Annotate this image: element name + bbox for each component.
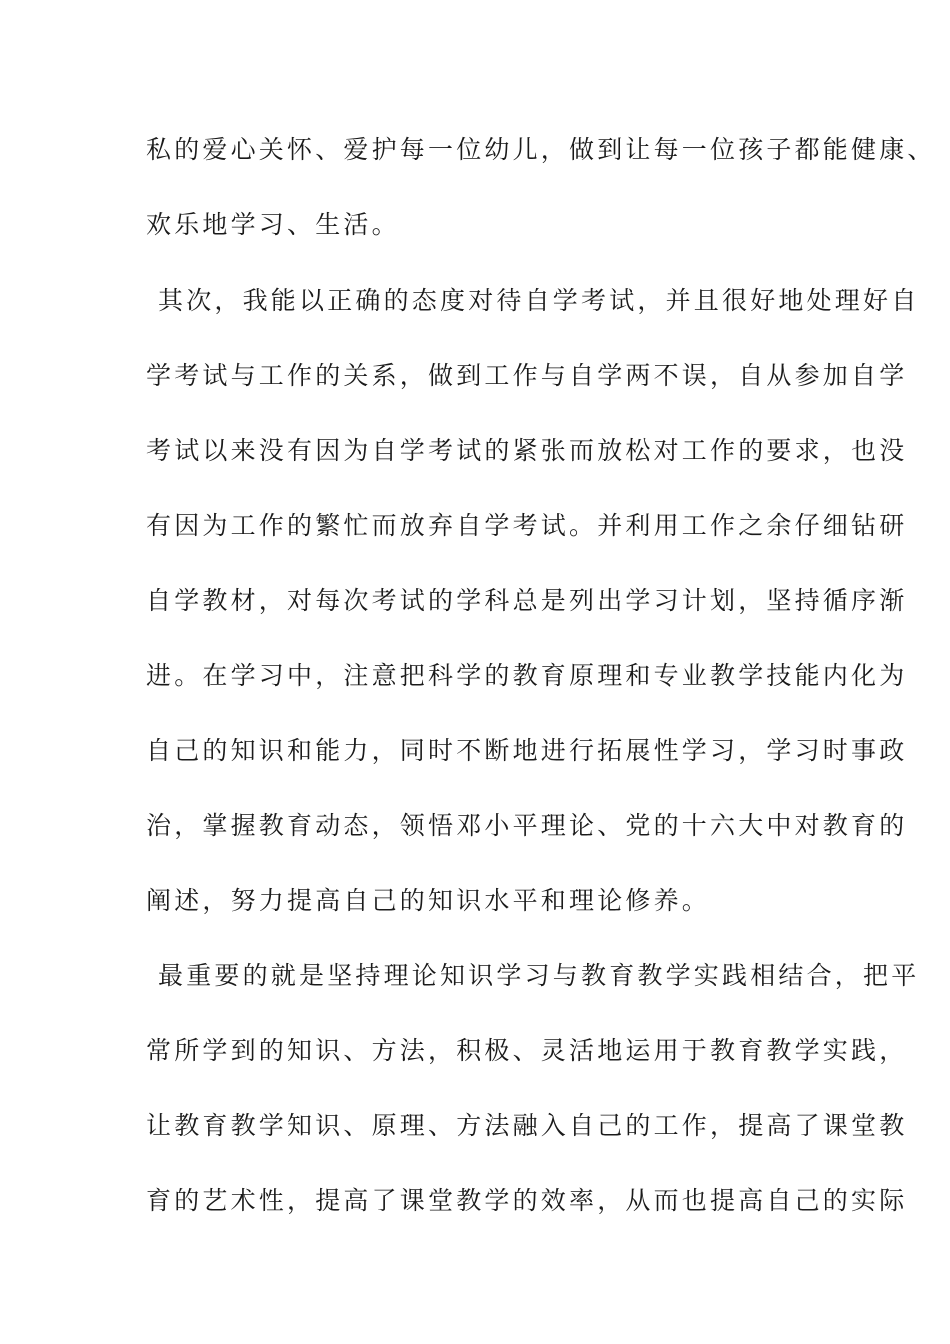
text-line: 进。在学习中，注意把科学的教育原理和专业教学技能内化为 xyxy=(146,661,908,690)
text-line: 育的艺术性，提高了课堂教学的效率，从而也提高自己的实际 xyxy=(146,1186,908,1215)
text-line: 常所学到的知识、方法，积极、灵活地运用于教育教学实践， xyxy=(146,1036,908,1065)
text-line: 考试以来没有因为自学考试的紧张而放松对工作的要求，也没 xyxy=(146,436,908,465)
text-line: 让教育教学知识、原理、方法融入自己的工作，提高了课堂教 xyxy=(146,1111,908,1140)
text-line: 私的爱心关怀、爱护每一位幼儿，做到让每一位孩子都能健康、 xyxy=(146,135,936,164)
text-line: 欢乐地学习、生活。 xyxy=(146,210,400,239)
text-line: 自己的知识和能力，同时不断地进行拓展性学习，学习时事政 xyxy=(146,736,908,765)
text-line: 治，掌握教育动态，领悟邓小平理论、党的十六大中对教育的 xyxy=(146,811,908,840)
paragraph-start-line: 最重要的就是坚持理论知识学习与教育教学实践相结合，把平 xyxy=(158,961,920,990)
paragraph-start-line: 其次，我能以正确的态度对待自学考试，并且很好地处理好自 xyxy=(158,286,920,315)
text-line: 学考试与工作的关系，做到工作与自学两不误，自从参加自学 xyxy=(146,361,908,390)
text-line: 自学教材，对每次考试的学科总是列出学习计划，坚持循序渐 xyxy=(146,586,908,615)
text-line: 阐述，努力提高自己的知识水平和理论修养。 xyxy=(146,886,711,915)
text-line: 有因为工作的繁忙而放弃自学考试。并利用工作之余仔细钻研 xyxy=(146,511,908,540)
